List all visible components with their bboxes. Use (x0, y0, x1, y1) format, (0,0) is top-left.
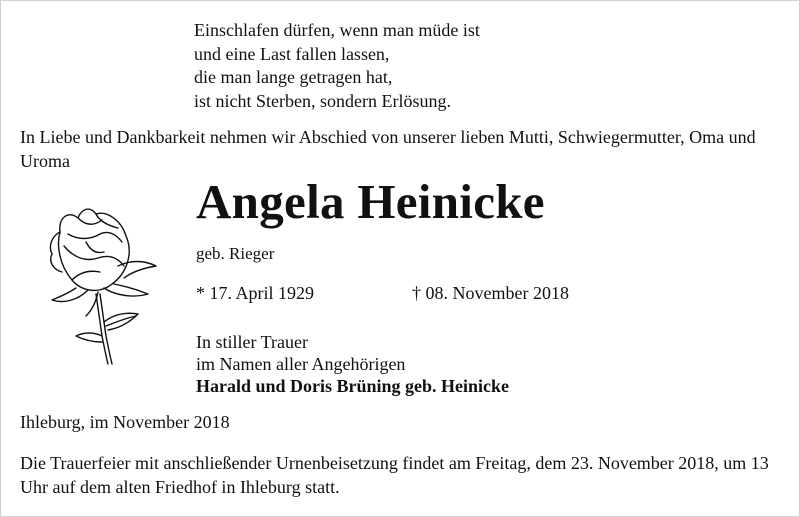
poem-line: Einschlafen dürfen, wenn man müde ist (194, 20, 480, 40)
rose-drawing-icon (38, 196, 160, 366)
intro-text: In Liebe und Dankbarkeit nehmen wir Abschied von unserer lieben Mutti, Schwiegermutter, Oma und Uroma (20, 127, 756, 171)
poem (194, 19, 480, 113)
mourning-line: im Namen aller Angehörigen (196, 354, 406, 374)
poem-line: die man lange getragen hat, (194, 67, 393, 87)
place-date: Ihleburg, im November 2018 (20, 412, 230, 432)
maiden-name: geb. Rieger (196, 244, 275, 263)
birth-date: * 17. April 1929 (196, 283, 315, 303)
mourner-names: Harald und Doris Brüning geb. Heinicke (196, 376, 510, 396)
death-date: † 08. November 2018 (412, 283, 569, 303)
deceased-name: Angela Heinicke (196, 174, 545, 229)
funeral-notice: Die Trauerfeier mit anschließender Urnenbeisetzung findet am Freitag, dem 23. November 2018, um 13 Uhr auf dem alten Friedhof in Ihleburg statt. (20, 453, 769, 497)
poem-line: ist nicht Sterben, sondern Erlösung. (194, 90, 451, 111)
poem-line: und eine Last fallen lassen, (194, 43, 390, 64)
mourning-line: In stiller Trauer (196, 332, 308, 352)
mourners-block (196, 331, 509, 397)
